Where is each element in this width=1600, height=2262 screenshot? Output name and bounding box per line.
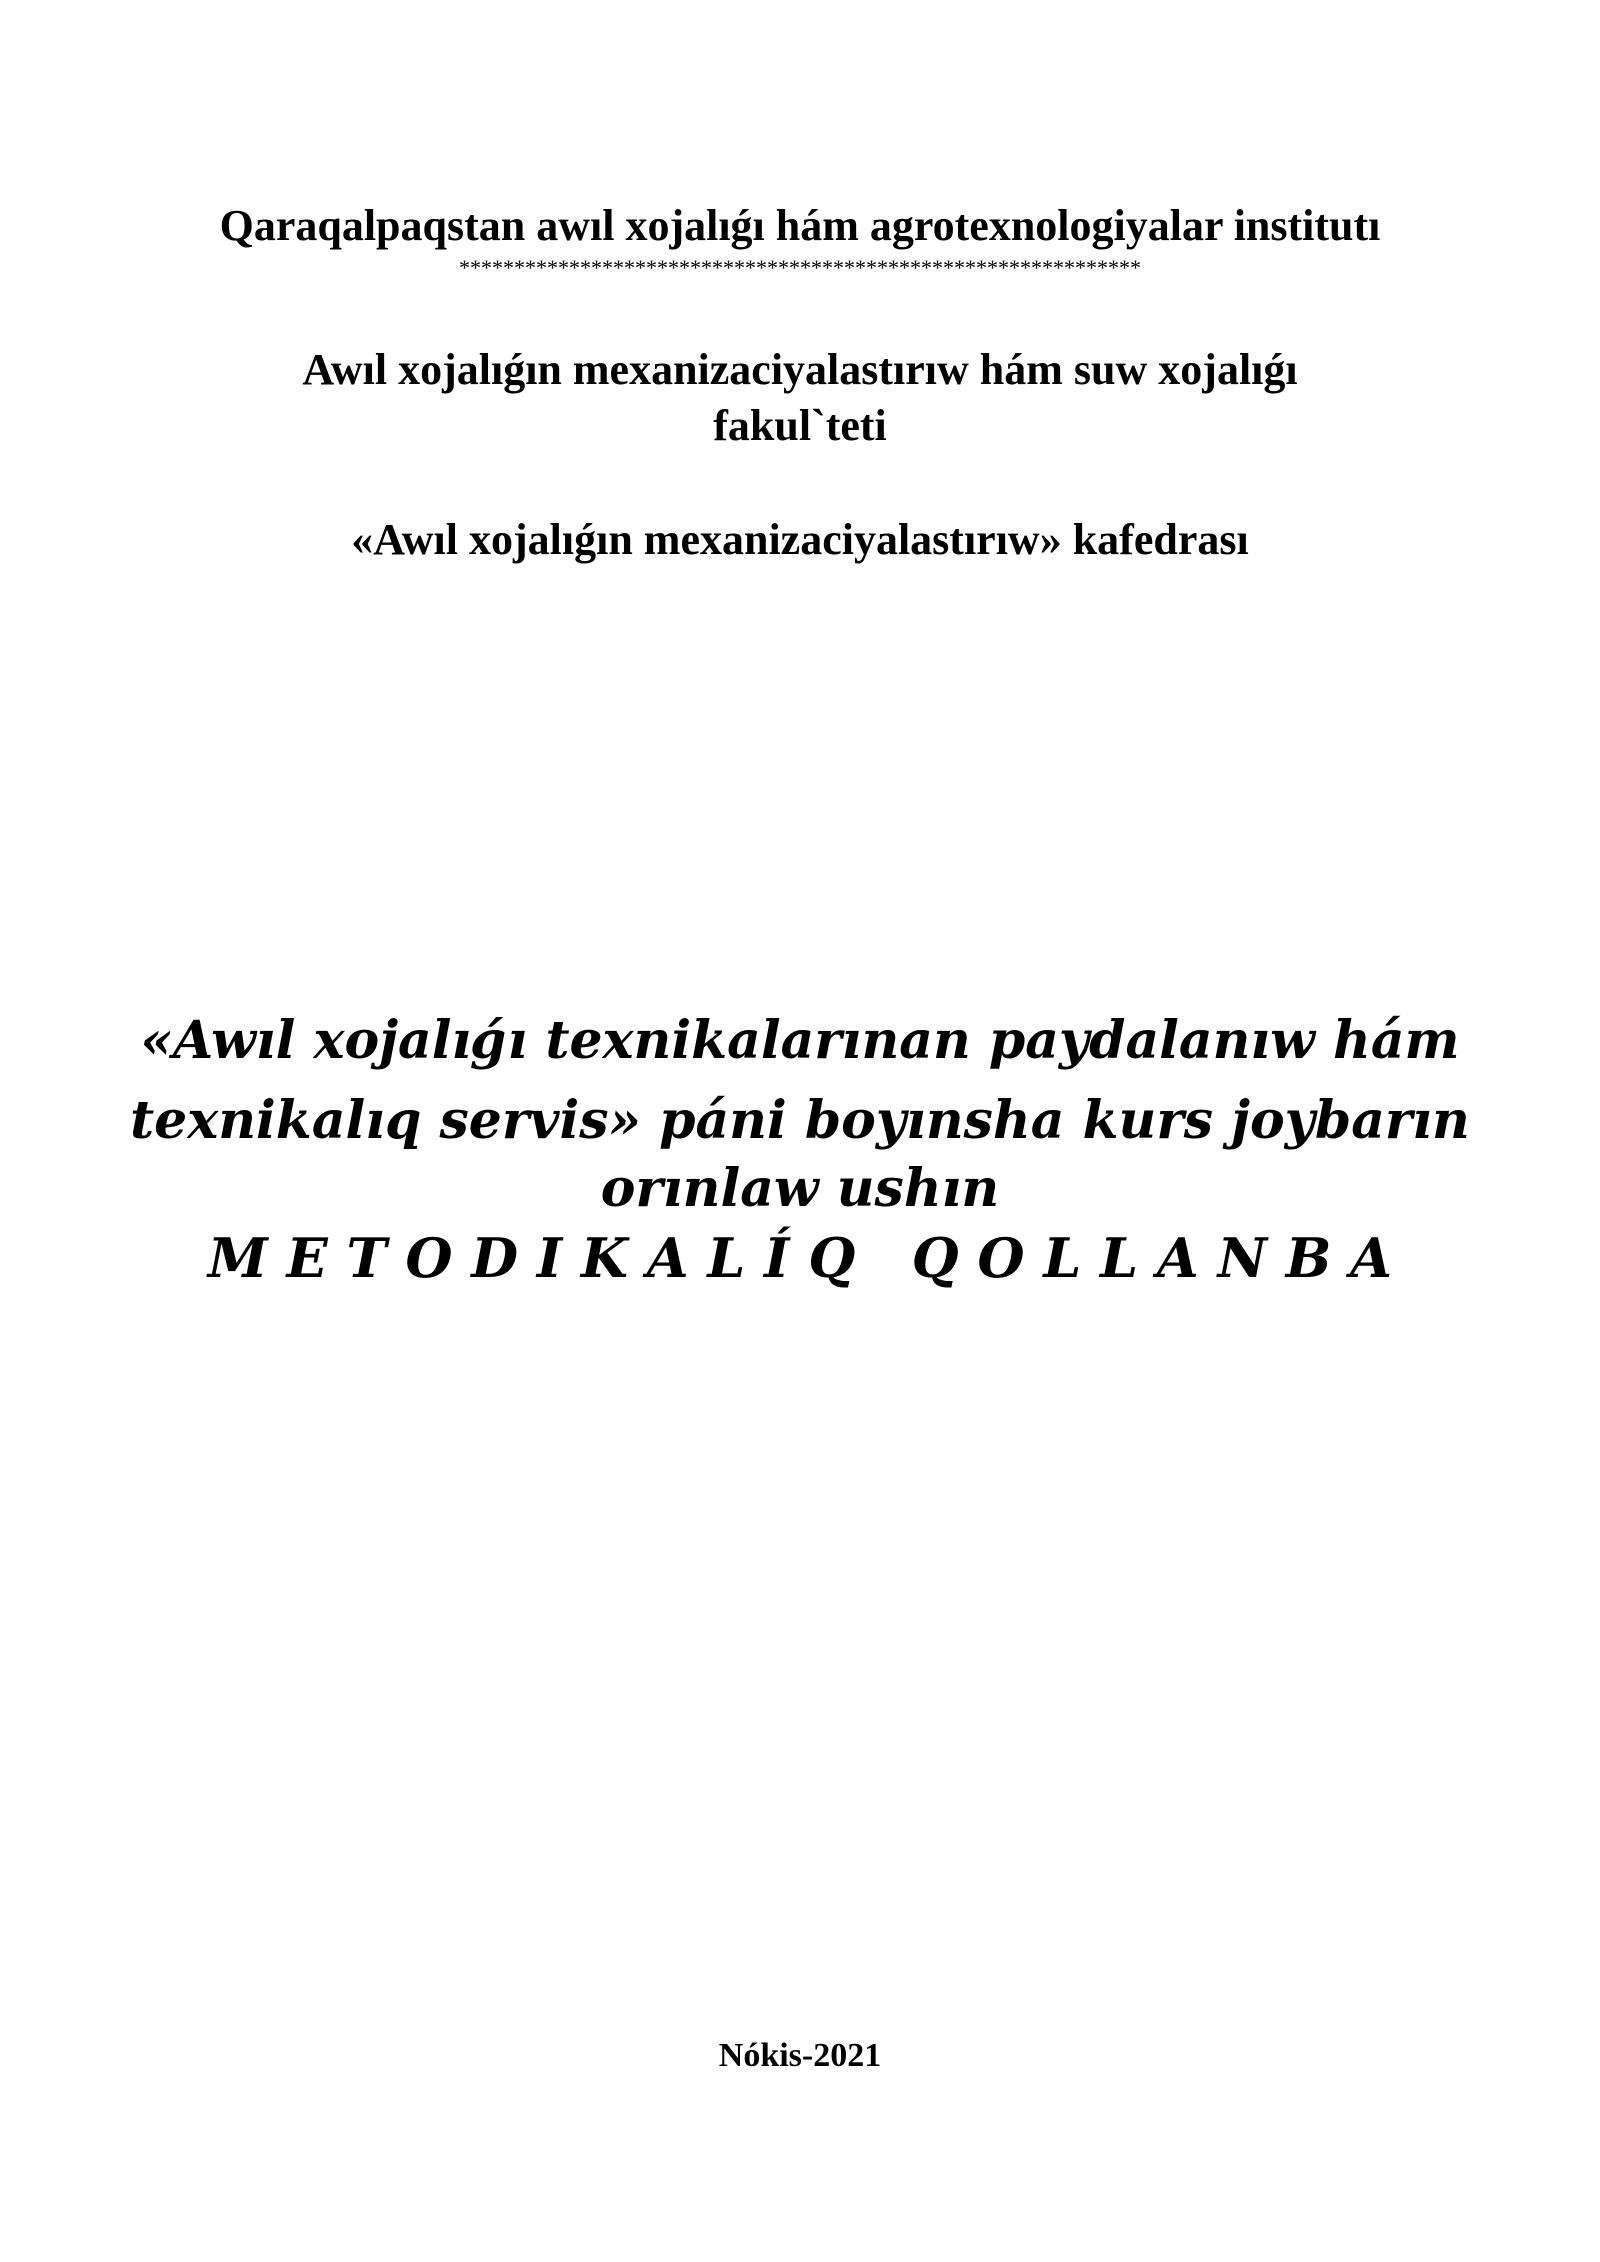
document-title-line-1: «Awıl xojalıǵı texnikalarınan paydalanıw hám	[140, 1010, 1460, 1071]
faculty-name-line-1: Awıl xojalıǵın mexanizaciyalastırıw hám suw xojalıǵı	[302, 345, 1298, 394]
place-and-year: Nókis-2021	[718, 2037, 882, 2074]
department-name: «Awıl xojalıǵın mexanizaciyalastırıw» kafedrası	[351, 515, 1249, 564]
institute-name: Qaraqalpaqstan awıl xojalıǵı hám agrotexnologiyalar institutı	[219, 201, 1381, 250]
document-title-line-3: orınlaw ushın	[600, 1158, 1000, 1219]
faculty-name-line-2: fakul`teti	[713, 401, 887, 450]
document-title-line-2: texnikalıq servis» páni boyınsha kurs joybarın	[130, 1090, 1470, 1151]
document-type-heading: M E T O D I K A L Í Q Q O L L A N B A	[207, 1226, 1393, 1290]
divider-asterisks: **************************************************************	[459, 255, 1141, 280]
